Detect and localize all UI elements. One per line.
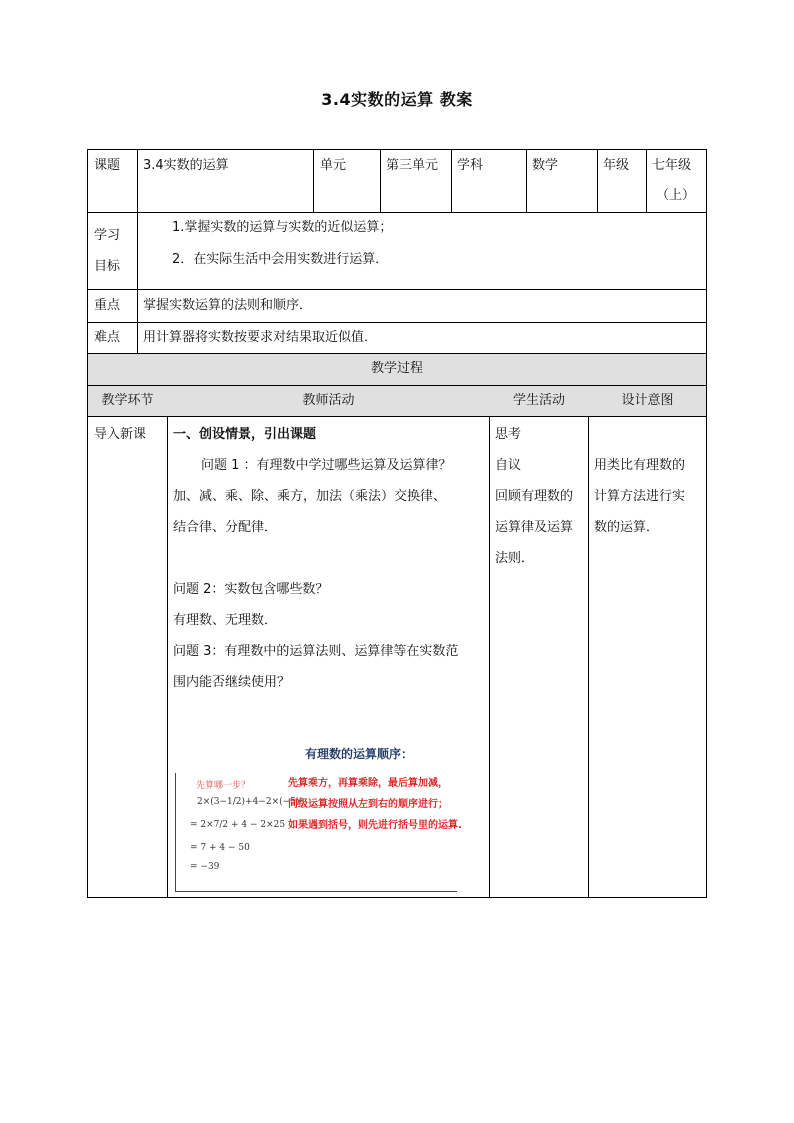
column-header-teacher: 教师活动 [302, 393, 355, 408]
grade-value-line2: （上） [656, 188, 696, 203]
design-intent-line: 用类比有理数的 [594, 458, 686, 473]
formula-line: = 7 + 4 − 50 [190, 843, 250, 853]
difficulty-text: 用计算器将实数按要求对结果取近似值． [143, 330, 378, 345]
column-header-student: 学生活动 [512, 393, 565, 408]
student-activity-line: 法则． [495, 551, 535, 566]
design-intent-line: 数的运算． [594, 520, 660, 535]
formula-line: = 2×7/2 + 4 − 2×25 [190, 820, 286, 830]
formula-line: = −39 [190, 862, 220, 872]
question-2: 问题 2：实数包含哪些数？ [173, 582, 329, 597]
phase-label: 导入新课 [94, 427, 147, 442]
goal-item: 1.掌握实数的运算与实数的近似运算； [172, 220, 393, 235]
goals-label-line1: 学习 [94, 228, 121, 243]
subject-label: 学科 [457, 158, 484, 173]
figure-rule: 先算乘方，再算乘除，最后算加减， [288, 778, 448, 789]
question-1: 问题 1 ：有理数中学过哪些运算及运算律？ [201, 458, 452, 473]
goal-item: 2．在实际生活中会用实数进行运算． [172, 252, 389, 267]
difficulty-label: 难点 [94, 330, 121, 345]
answer-1-line1: 加、减、乘、除、乘方，加法（乘法）交换律、 [173, 489, 447, 504]
goals-label-line2: 目标 [94, 259, 121, 274]
figure-rule: 如果遇到括号，则先进行括号里的运算. [288, 820, 462, 831]
process-title: 教学过程 [370, 361, 423, 376]
unit-value: 第三单元 [386, 158, 439, 173]
answer-2: 有理数、无理数． [173, 613, 278, 628]
document-title: 3.4实数的运算 教案 [321, 90, 473, 109]
unit-label: 单元 [320, 158, 347, 173]
student-activity-line: 思考 [495, 427, 522, 442]
grade-value-line1: 七年级 [652, 158, 692, 173]
formula-line: 2×(3−1/2)+4−2×(−5)² [197, 797, 304, 807]
answer-1-line2: 结合律、分配律． [173, 520, 278, 535]
question-3-line1: 问题 3：有理数中的运算法则、运算律等在实数范 [173, 644, 459, 659]
course-label: 课题 [94, 158, 121, 173]
design-intent-line: 计算方法进行实 [594, 489, 686, 504]
question-3-line2: 围内能否继续使用？ [173, 675, 291, 690]
student-activity-line: 运算律及运算 [495, 520, 574, 535]
key-point-text: 掌握实数运算的法则和顺序． [143, 298, 313, 313]
figure-rule: 同级运算按照从左到右的顺序进行； [288, 799, 448, 810]
course-value: 3.4实数的运算 [143, 158, 229, 173]
student-activity-line: 回顾有理数的 [495, 489, 574, 504]
grade-label: 年级 [603, 158, 630, 173]
figure-caption: 有理数的运算顺序： [305, 747, 414, 761]
key-point-label: 重点 [94, 298, 121, 313]
student-activity-line: 自议 [495, 458, 522, 473]
figure-hint: 先算哪一步？ [196, 781, 251, 791]
column-header-phase: 教学环节 [101, 393, 154, 408]
teacher-heading: 一、创设情景，引出课题 [173, 427, 317, 442]
column-header-design: 设计意图 [621, 393, 674, 408]
subject-value: 数学 [532, 158, 559, 173]
